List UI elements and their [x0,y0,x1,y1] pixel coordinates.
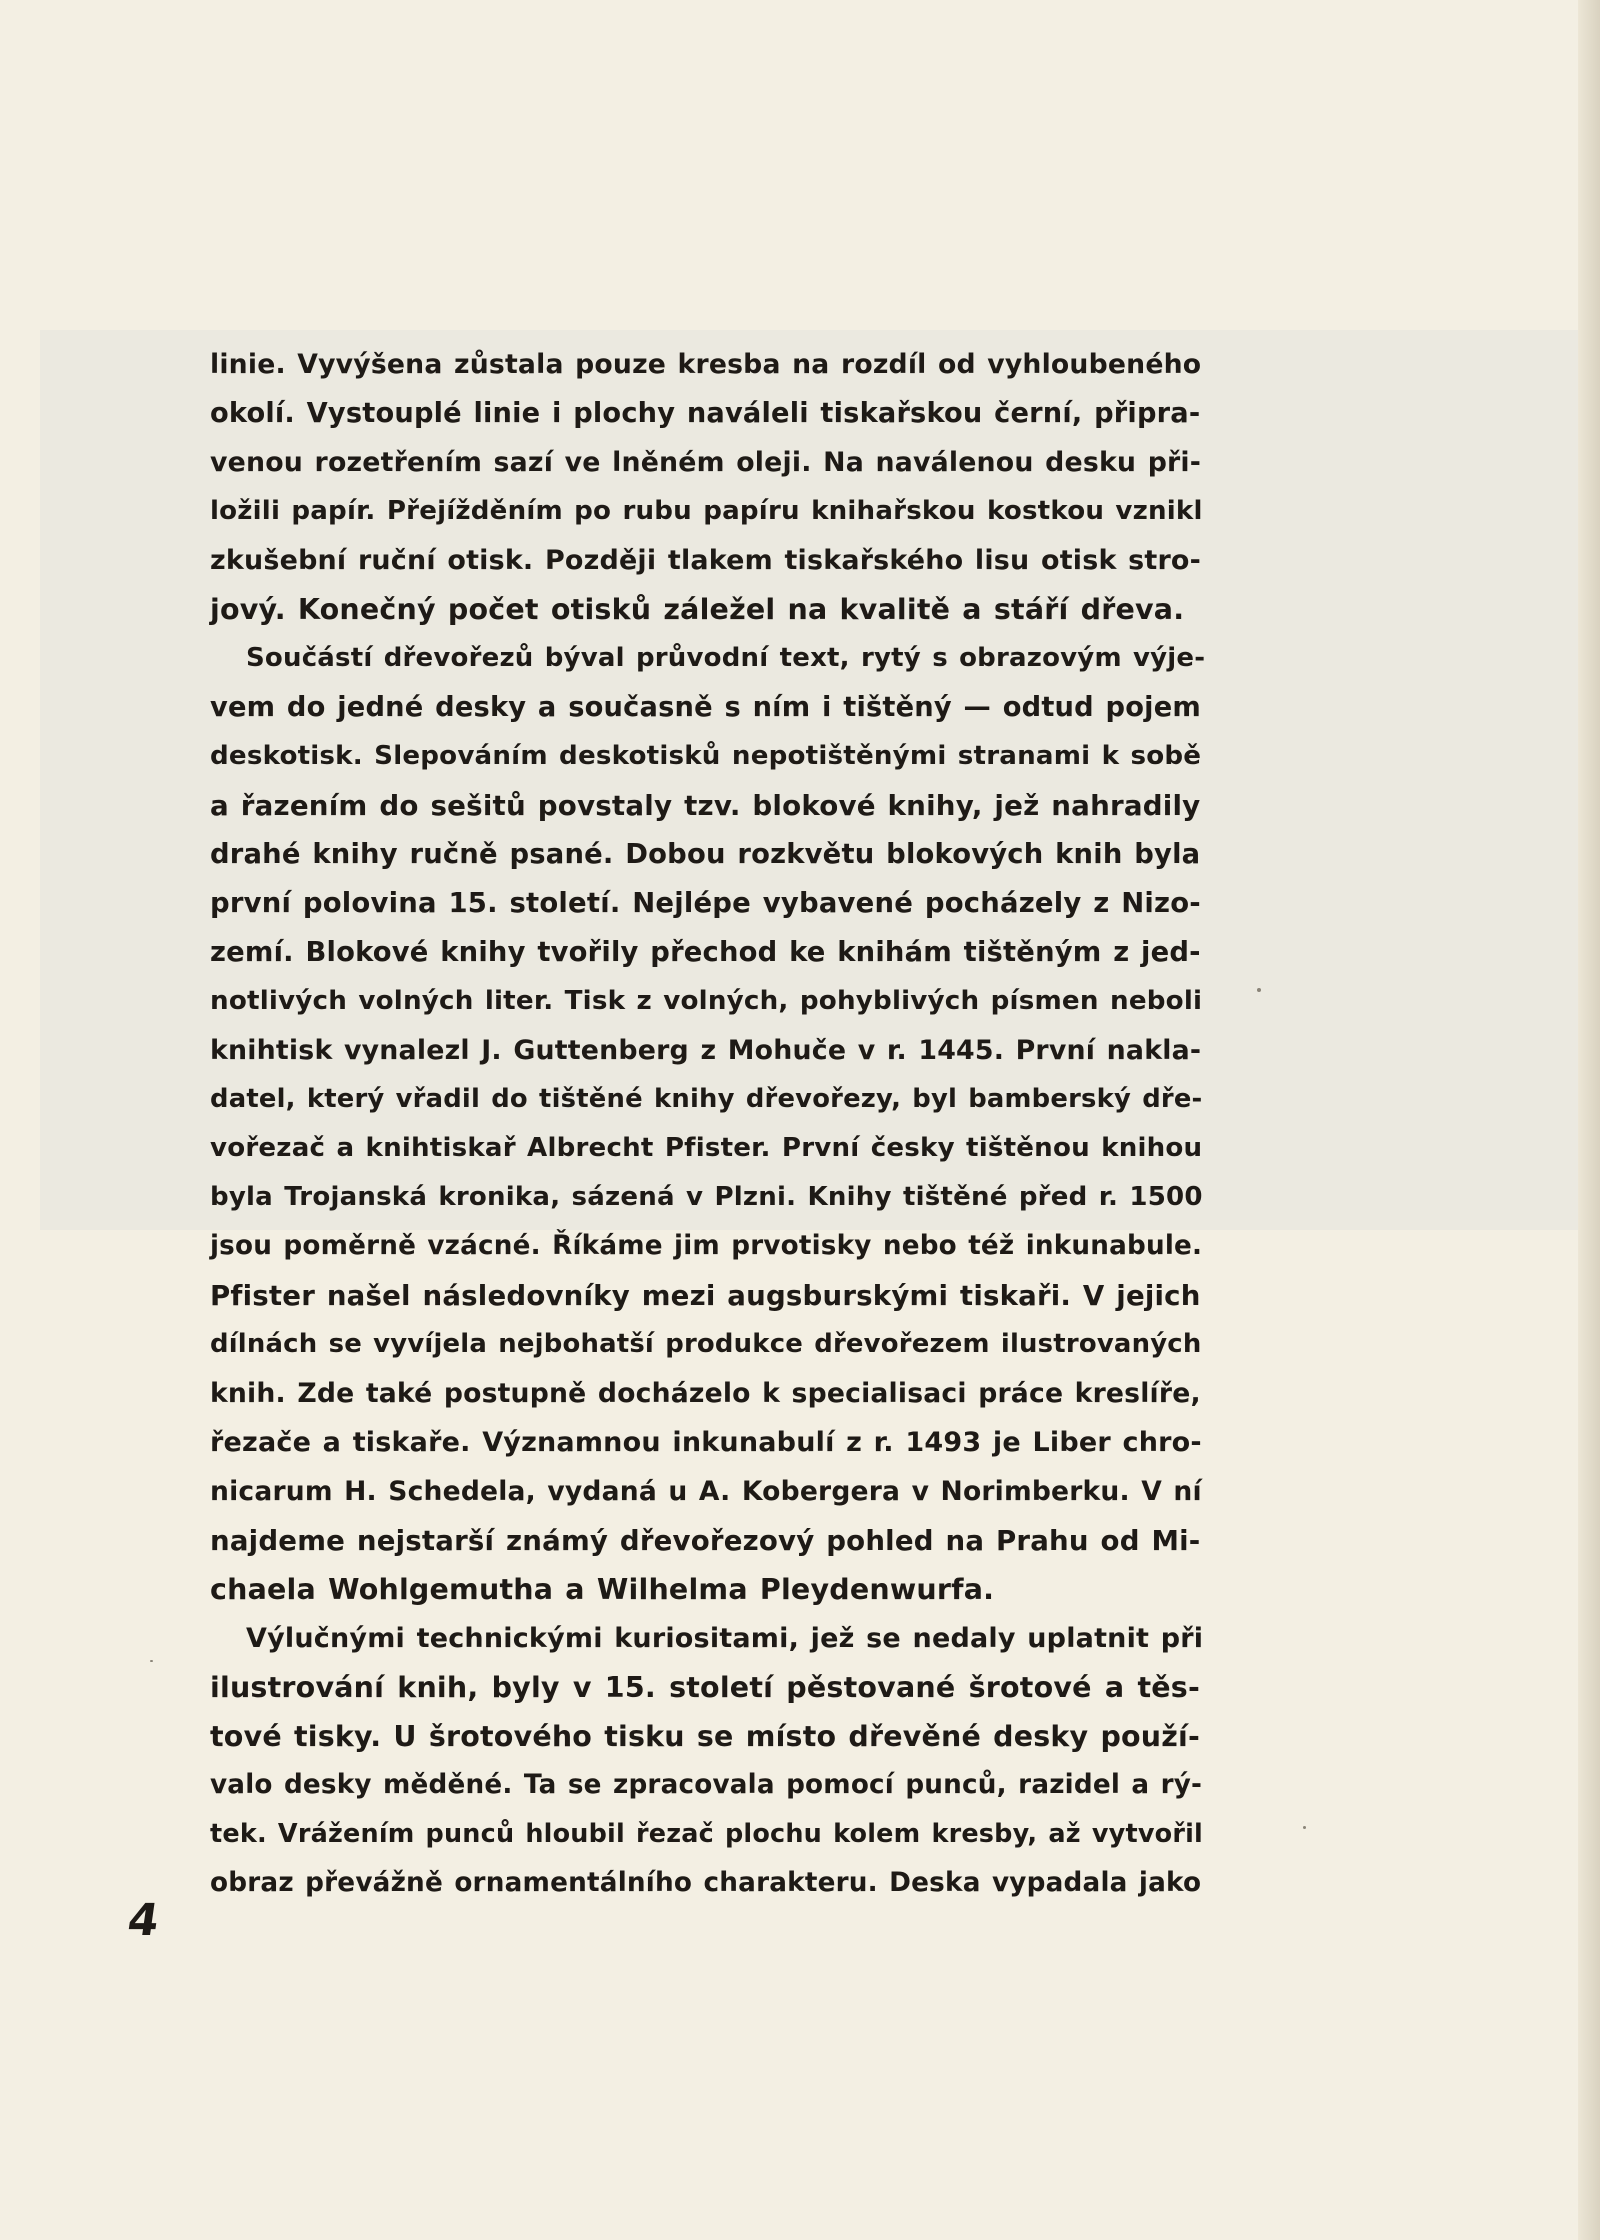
text-line: zkušební ruční otisk. Později tlakem tiskařského lisu otisk stro- [210,545,1202,576]
text-line: řezače a tiskaře. Významnou inkunabulí z r. 1493 je Liber chro- [210,1427,1202,1458]
page-number: 4 [124,1895,163,1946]
paragraph-2 [210,634,1206,1614]
text-line: vořezač a knihtiskař Albrecht Pfister. První česky tištěnou knihou [210,1133,1203,1163]
text-line: Pfister našel následovníky mezi augsburskými tiskaři. V jejich [210,1279,1201,1312]
body-text [210,340,1206,1908]
text-line: obraz převážně ornamentálního charakteru. Deska vypadala jako [210,1868,1202,1898]
text-line: najdeme nejstarší známý dřevořezový pohled na Prahu od Mi- [210,1524,1201,1557]
text-line: tové tisky. U šrotového tisku se místo dřevěné desky použí- [210,1720,1200,1753]
paper-speck [1257,988,1261,992]
text-line: datel, který vřadil do tištěné knihy dřevořezy, byl bamberský dře- [210,1084,1203,1114]
text-line: ložili papír. Přejížděním po rubu papíru knihařskou kostkou vznikl [210,496,1203,526]
text-line: knihtisk vynalezl J. Guttenberg z Mohuče v r. 1445. První nakla- [210,1035,1202,1066]
text-line: venou rozetřením sazí ve lněném oleji. Na naválenou desku při- [210,447,1202,478]
text-line: ilustrování knih, byly v 15. století pěstované šrotové a těs- [210,1671,1200,1704]
text-line: tek. Vrážením punců hloubil řezač plochu kolem kresby, až vytvořil [210,1819,1203,1849]
text-line: jový. Konečný počet otisků záležel na kvalitě a stáří dřeva. [210,593,1185,626]
page-edge [1578,0,1600,2240]
paper-speck [150,1660,153,1662]
text-line: knih. Zde také postupně docházelo k specialisaci práce kreslíře, [210,1378,1201,1409]
text-line: Výlučnými technickými kuriositami, jež se nedaly uplatnit při [246,1623,1204,1654]
text-line: a řazením do sešitů povstaly tzv. blokové knihy, jež nahradily [210,789,1201,822]
text-line: notlivých volných liter. Tisk z volných, pohyblivých písmen neboli [210,986,1203,1016]
text-line: zemí. Blokové knihy tvořily přechod ke knihám tištěným z jed- [210,937,1201,968]
text-line: Součástí dřevořezů býval průvodní text, rytý s obrazovým výje- [246,643,1206,673]
text-line: valo desky měděné. Ta se zpracovala pomocí punců, razidel a rý- [210,1770,1203,1800]
text-line: chaela Wohlgemutha a Wilhelma Pleydenwurfa. [210,1573,995,1606]
paragraph-1 [210,340,1203,634]
text-line: byla Trojanská kronika, sázená v Plzni. Knihy tištěné před r. 1500 [210,1182,1203,1212]
text-line: dílnách se vyvíjela nejbohatší produkce dřevořezem ilustrovaných [210,1329,1202,1359]
text-line: linie. Vyvýšena zůstala pouze kresba na rozdíl od vyhloubeného [210,349,1202,380]
text-line: první polovina 15. století. Nejlépe vybavené pocházely z Nizo- [210,888,1201,919]
paper-speck [1303,1826,1306,1829]
text-line: jsou poměrně vzácné. Říkáme jim prvotisky nebo též inkunabule. [210,1231,1203,1261]
text-line: nicarum H. Schedela, vydaná u A. Kobergera v Norimberku. V ní [210,1476,1202,1507]
text-line: vem do jedné desky a současně s ním i tištěný — odtud pojem [210,692,1201,723]
text-line: okolí. Vystouplé linie i plochy naváleli tiskařskou černí, připra- [210,398,1201,429]
paragraph-3 [210,1614,1204,1908]
text-line: drahé knihy ručně psané. Dobou rozkvětu blokových knih byla [210,839,1201,870]
text-line: deskotisk. Slepováním deskotisků nepotištěnými stranami k sobě [210,741,1202,771]
